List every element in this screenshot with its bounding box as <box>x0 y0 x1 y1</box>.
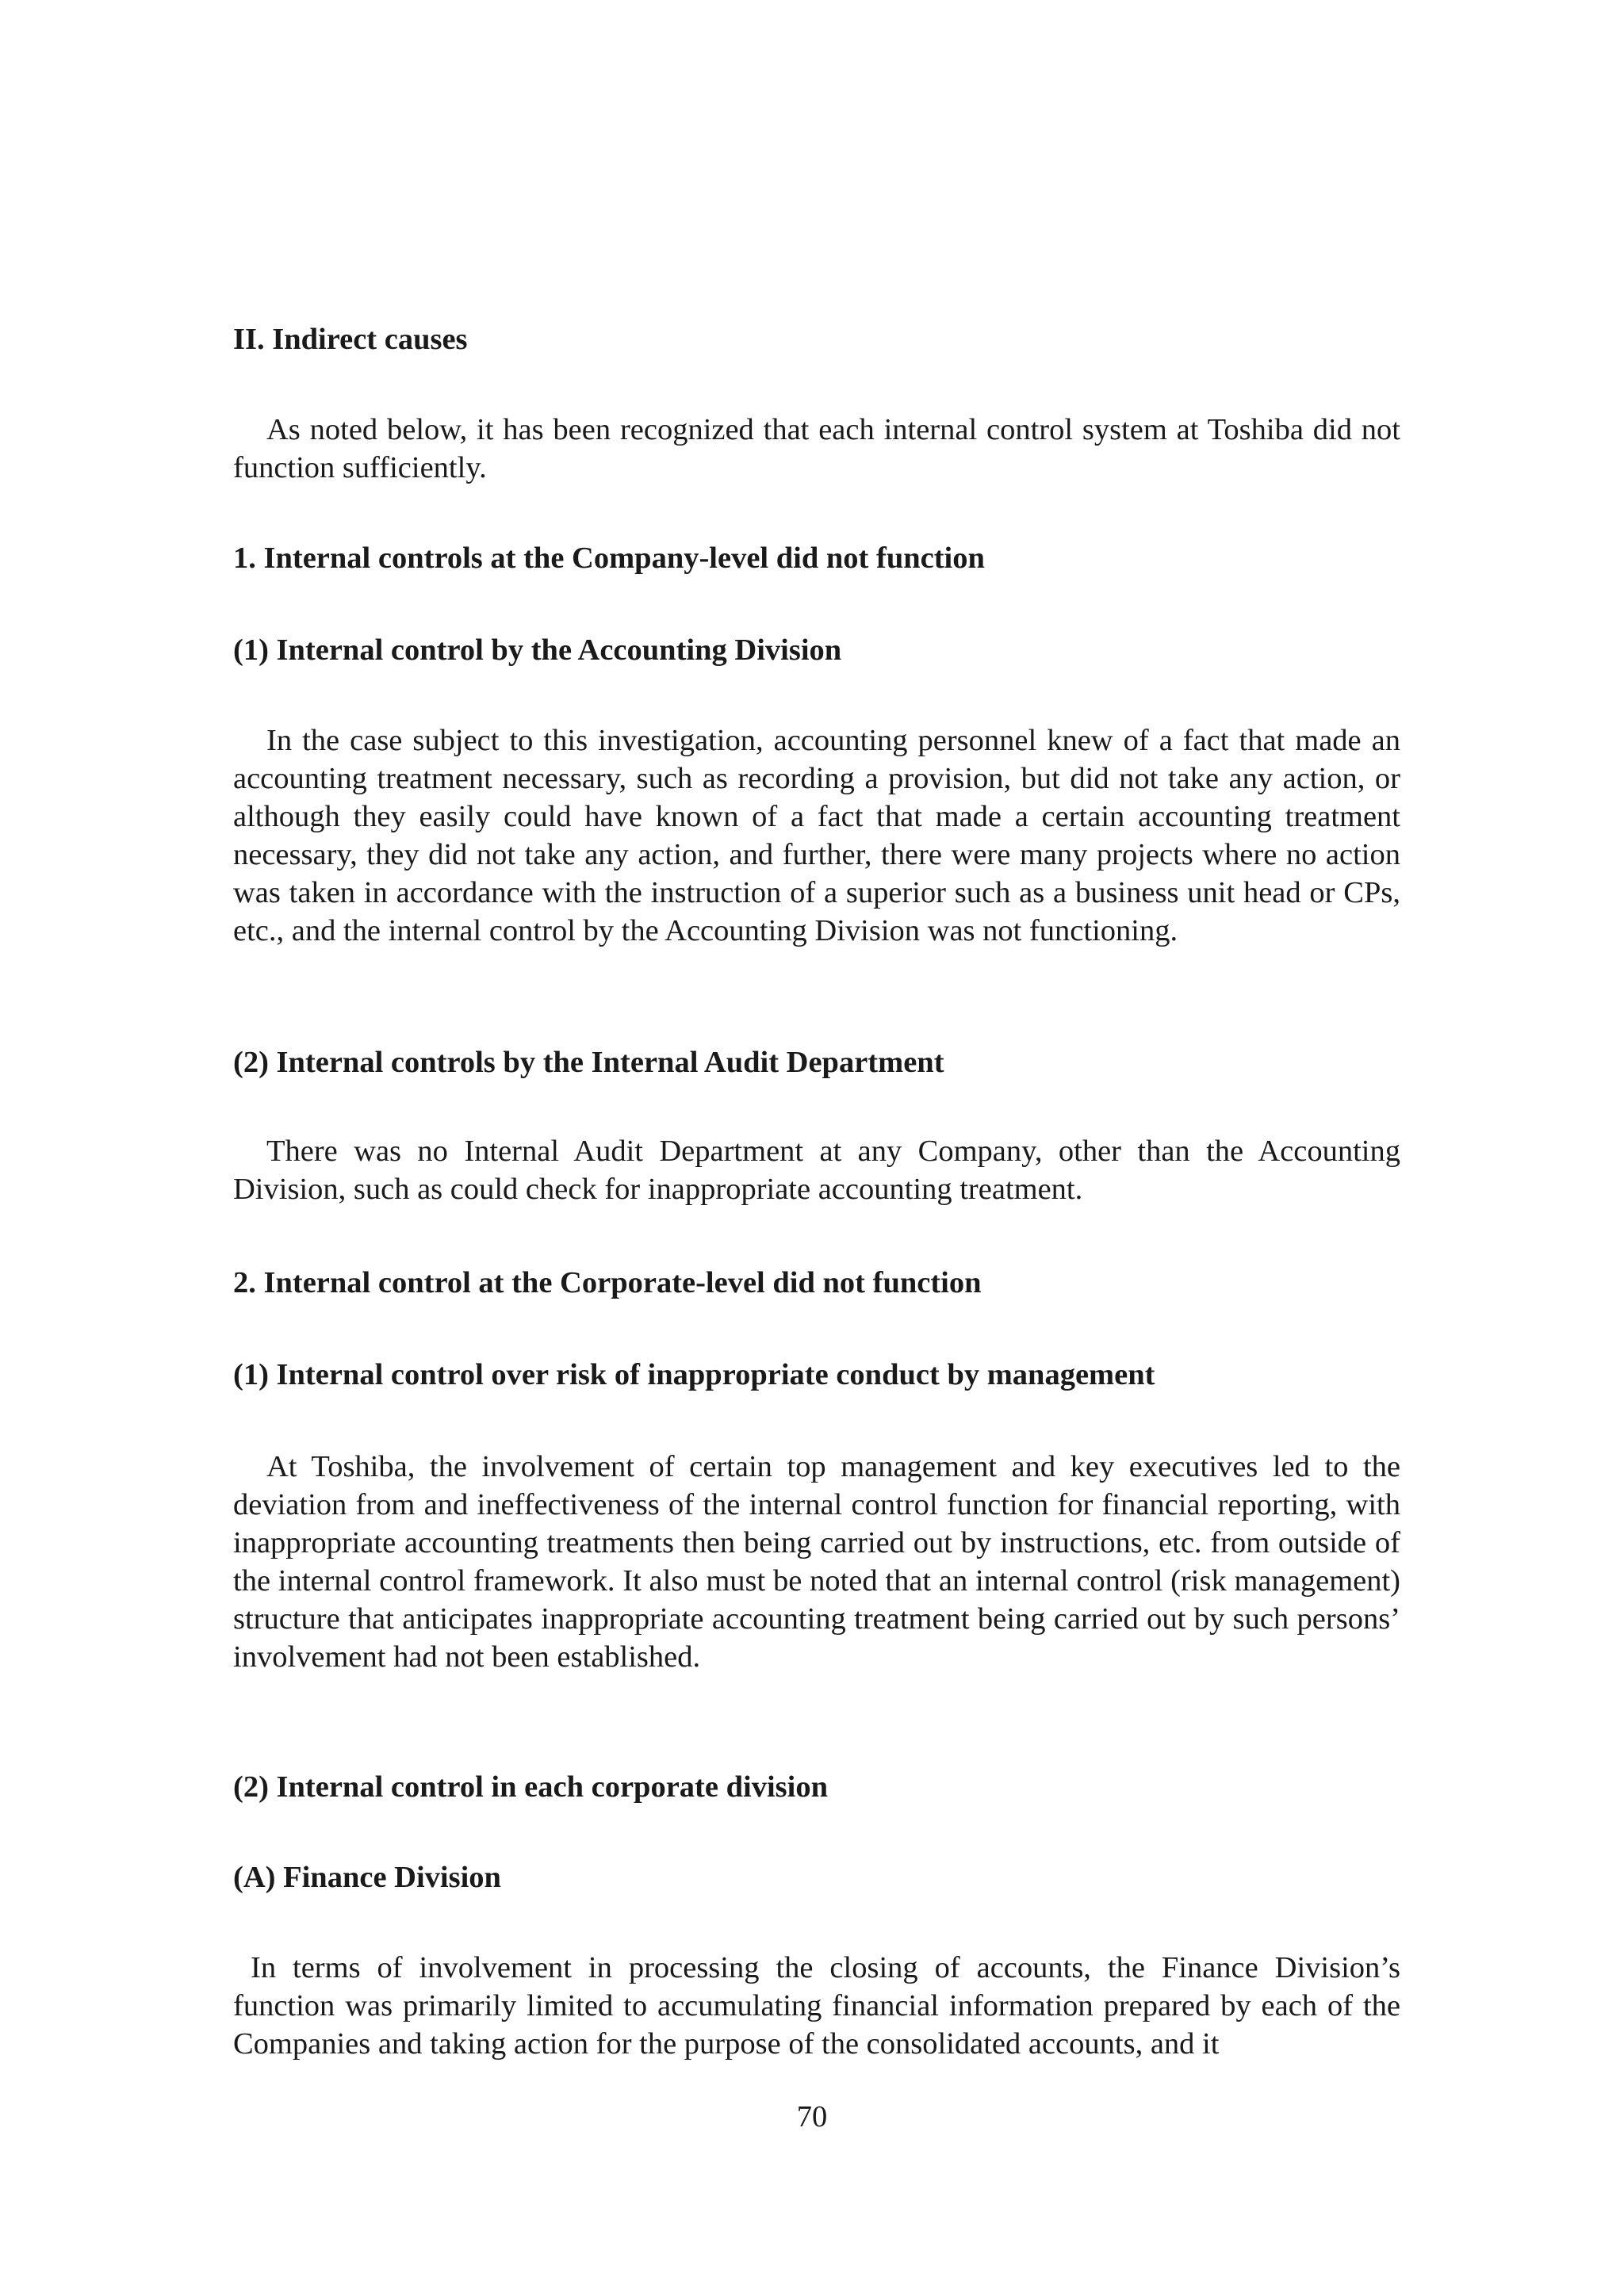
part2-sub1-paragraph: At Toshiba, the involvement of certain top management and key executives led to the deviation from and ineffectiveness of the internal control function for financial reporting, with inappropriate accounting treatments then being carried out by instructions, etc. from outside of the internal control framework. It also must be noted that an internal control (risk management) structure that anticipates inappropriate accounting treatment being carried out by such persons’ involvement had not been established. <box>233 1450 1400 1674</box>
part2-heading: 2. Internal control at the Corporate-level did not function <box>233 1266 982 1299</box>
part2-sub2-heading: (2) Internal control in each corporate division <box>233 1770 828 1804</box>
finance-division-heading: (A) Finance Division <box>233 1861 501 1894</box>
part1-sub2-heading: (2) Internal controls by the Internal Audit Department <box>233 1046 944 1079</box>
part1-sub1-heading: (1) Internal control by the Accounting Division <box>233 633 842 667</box>
section-heading: II. Indirect causes <box>233 323 468 356</box>
page-number: 70 <box>796 2100 828 2133</box>
part1-sub1-paragraph: In the case subject to this investigation, accounting personnel knew of a fact that made an accounting treatment necessary, such as recording a provision, but did not take any action, or although they easily could have known of a fact that made a certain accounting treatment necessary, they did not take any action, and further, there were many projects where no action was taken in accordance with the instruction of a superior such as a business unit head or CPs, etc., and the internal control by the Accounting Division was not functioning. <box>233 724 1400 947</box>
part1-heading: 1. Internal controls at the Company-level did not function <box>233 541 985 575</box>
intro-paragraph: As noted below, it has been recognized that each internal control system at Toshiba did not function sufficiently. <box>233 413 1400 484</box>
part2-sub1-heading: (1) Internal control over risk of inappropriate conduct by management <box>233 1358 1155 1391</box>
finance-division-paragraph: In terms of involvement in processing the closing of accounts, the Finance Division’s function was primarily limited to accumulating financial information prepared by each of the Companies and taking action for the purpose of the consolidated accounts, and it <box>233 1951 1400 2061</box>
part1-sub2-paragraph: There was no Internal Audit Department at any Company, other than the Accounting Division, such as could check for inappropriate accounting treatment. <box>233 1135 1400 1206</box>
